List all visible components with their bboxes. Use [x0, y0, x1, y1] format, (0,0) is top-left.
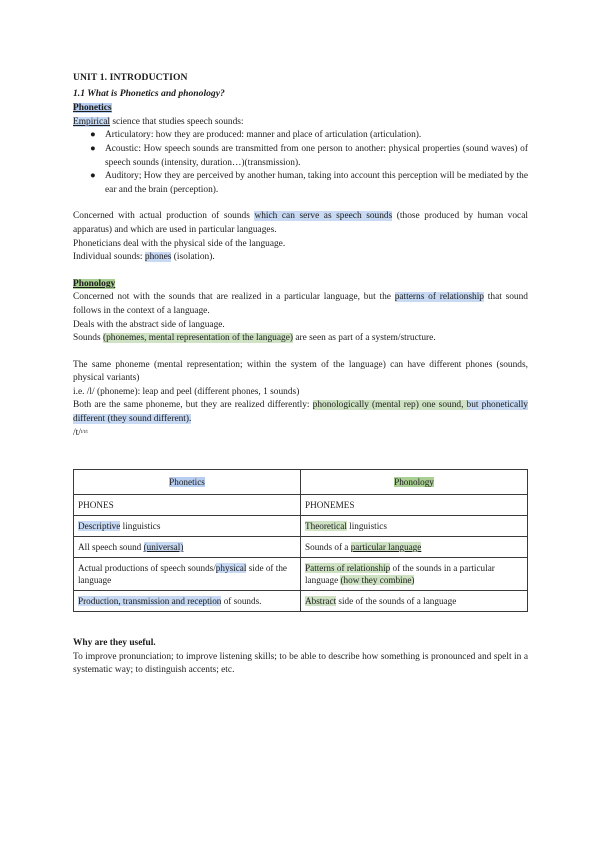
phonetics-paragraph-1	[73, 210, 528, 237]
table-row	[74, 558, 528, 591]
list-item	[73, 170, 528, 197]
highlight-run: Production, transmission and reception	[78, 596, 222, 606]
phonology-paragraph-4: The same phoneme (mental representation; within the system of the language) can have different phones (sounds, physical variants)	[73, 359, 528, 384]
phonology-paragraph-5: i.e. /l/ (phoneme): leap and peel (different phones, 1 sounds)	[73, 386, 300, 397]
table-cell	[301, 591, 528, 612]
section-title: 1.1 What is Phonetics and phonology?	[73, 87, 225, 99]
table-row	[74, 537, 528, 558]
phonology-heading	[73, 278, 528, 292]
highlight-run: which can serve as speech sounds	[254, 211, 393, 222]
highlight-run: but phonetically different (they sound different).	[73, 400, 528, 425]
list-item-text: Acoustic: How speech sounds are transmitted from one person to another: physical properties (sound waves) of speech sounds (intensity, duration…)(transmission).	[105, 143, 528, 168]
spacer	[73, 346, 528, 359]
empirical-term: Empirical	[73, 116, 110, 127]
phonology-paragraph-1	[73, 291, 528, 318]
text-run: Concerned not with the sounds that are realized in a particular language, but the	[73, 292, 395, 303]
document-body	[73, 71, 528, 440]
highlight-run: patterns of relationship	[394, 292, 484, 303]
text-run: are seen as part of a system/structure.	[293, 333, 436, 344]
highlight-run: Abstract	[305, 596, 337, 606]
phonology-heading-text: Phonology	[73, 278, 116, 289]
definition-rest: science that studies speech sounds:	[109, 116, 244, 127]
text-run: Actual productions of speech sounds/	[78, 563, 216, 573]
table-cell	[74, 591, 301, 612]
table-header-cell	[74, 470, 301, 495]
table-row	[74, 495, 528, 516]
highlight-run: Theoretical	[305, 521, 347, 531]
phonology-paragraph-7	[73, 427, 528, 441]
highlight-run: phones	[144, 252, 172, 263]
list-item-text: Auditory; How they are perceived by another human, taking into account this perception will be mediated by the ear and the brain (perception).	[105, 171, 528, 195]
text-run: linguistics	[346, 521, 387, 531]
usefulness-heading: Why are they useful.	[73, 638, 156, 648]
highlight-run: physical	[215, 563, 247, 573]
text-run: (isolation).	[171, 252, 215, 263]
text-run: All speech sound	[78, 542, 144, 552]
bullet-icon: ●	[90, 130, 96, 141]
text-run: that sound follows in the context of a language.	[73, 292, 528, 316]
comparison-table	[73, 469, 528, 612]
text-run: /t/	[73, 427, 81, 438]
text-run: of sounds.	[221, 596, 262, 606]
phonetics-heading-text: Phonetics	[73, 103, 112, 114]
phonetics-paragraph-3	[73, 251, 528, 265]
unit-title: UNIT 1. INTRODUCTION	[73, 72, 188, 83]
bullet-icon: ●	[90, 143, 96, 154]
table-cell	[74, 516, 301, 537]
list-item	[73, 129, 528, 143]
usefulness-text: To improve pronunciation; to improve listening skills; to be able to describe how something is pronounced and spelt in a systematic way; to distinguish accents; etc.	[73, 651, 528, 676]
highlight-run: Descriptive	[78, 521, 121, 531]
phonology-paragraph-6	[73, 399, 528, 426]
superscript: t/t/t	[80, 429, 88, 435]
table-cell	[301, 537, 528, 558]
table-header-row	[74, 470, 528, 495]
highlight-run: Patterns of relationship	[305, 563, 391, 573]
spacer	[73, 197, 528, 210]
text-run: Individual sounds:	[73, 252, 145, 263]
bullet-icon: ●	[90, 171, 96, 182]
text-run: of the sounds in a particular language	[305, 563, 495, 585]
text-run: Sounds of a	[305, 542, 351, 552]
table-cell	[74, 558, 301, 591]
list-item-text: Articulatory: how they are produced: manner and place of articulation (articulation).	[105, 130, 422, 141]
highlight-run: particular language	[350, 542, 422, 552]
table-cell: PHONES	[74, 495, 301, 516]
phonetics-branches-list	[73, 129, 528, 197]
list-item	[73, 143, 528, 170]
phonetics-definition	[73, 116, 528, 130]
table-cell	[301, 516, 528, 537]
table-header-cell	[301, 470, 528, 495]
table-cell	[301, 558, 528, 591]
text-run: side of the language	[78, 563, 287, 585]
phonology-paragraph-3	[73, 332, 528, 346]
usefulness-section	[73, 637, 528, 678]
phonetics-heading	[73, 102, 528, 116]
text-run: (those produced by human vocal apparatus) and which are used in particular languages.	[73, 211, 528, 235]
text-run: linguistics	[120, 521, 161, 531]
phonetics-paragraph-2: Phoneticians deal with the physical side of the language.	[73, 238, 286, 249]
highlight-run: phonologically (mental rep) one sound,	[312, 400, 467, 411]
text-run: Both are the same phoneme, but they are realized differently:	[73, 400, 313, 411]
header-phonetics: Phonetics	[169, 477, 205, 487]
table-cell: PHONEMES	[301, 495, 528, 516]
text-run: Concerned with actual production of sounds	[73, 211, 255, 222]
text-run: Sounds	[73, 333, 103, 344]
highlight-run: (phonemes, mental representation of the language)	[102, 333, 294, 344]
table-row	[74, 591, 528, 612]
table-cell	[74, 537, 301, 558]
text-run: side of the sounds of a language	[336, 596, 457, 606]
header-phonology: Phonology	[394, 477, 434, 487]
highlight-run: (universal)	[143, 542, 184, 552]
highlight-run: (how they combine)	[340, 575, 415, 585]
spacer	[73, 265, 528, 278]
table-row	[74, 516, 528, 537]
phonology-paragraph-2: Deals with the abstract side of language.	[73, 319, 225, 330]
